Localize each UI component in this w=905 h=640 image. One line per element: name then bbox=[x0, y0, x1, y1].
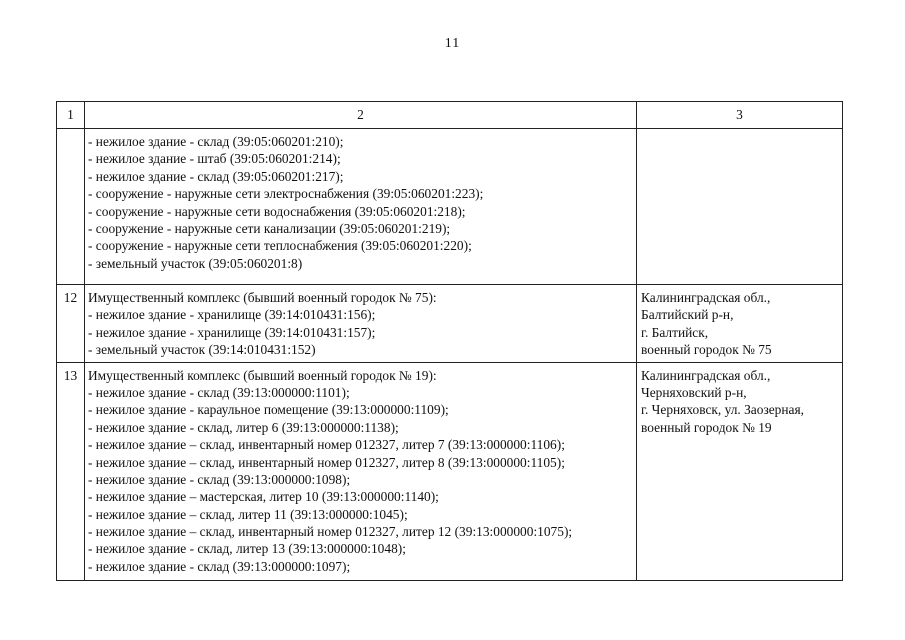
location-line: г. Балтийск, bbox=[641, 324, 709, 340]
description-line: - нежилое здание - хранилище (39:14:010431:157); bbox=[88, 324, 376, 340]
description-line: - сооружение - наружные сети канализации (39:05:060201:219); bbox=[88, 220, 451, 236]
table-row bbox=[57, 285, 843, 363]
description-line: - земельный участок (39:14:010431:152) bbox=[88, 342, 316, 358]
description-line: - нежилое здание – склад, инвентарный номер 012327, литер 12 (39:13:000000:1075); bbox=[88, 524, 573, 540]
description-line: - нежилое здание - караульное помещение (39:13:000000:1109); bbox=[88, 402, 449, 418]
column-header-3: 3 bbox=[637, 102, 843, 129]
table-row bbox=[57, 129, 843, 285]
column-header-2: 2 bbox=[85, 102, 637, 129]
location-line: Калининградская обл., bbox=[641, 367, 771, 383]
description-line: - нежилое здание - склад, литер 6 (39:13:000000:1138); bbox=[88, 419, 399, 435]
location-line: Балтийский р-н, bbox=[641, 307, 734, 323]
description-line: - нежилое здание - штаб (39:05:060201:214); bbox=[88, 151, 341, 167]
row-number-cell bbox=[57, 129, 85, 285]
description-line: - нежилое здание - склад (39:13:000000:1097); bbox=[88, 558, 351, 574]
description-line: Имущественный комплекс (бывший военный городок № 19): bbox=[88, 367, 437, 383]
property-table bbox=[56, 101, 843, 581]
location-line: Калининградская обл., bbox=[641, 290, 771, 305]
location-cell bbox=[637, 362, 843, 580]
page-number: 11 bbox=[444, 36, 461, 51]
description-line: - сооружение - наружные сети теплоснабжения (39:05:060201:220); bbox=[88, 238, 472, 254]
description-line: - земельный участок (39:05:060201:8) bbox=[88, 255, 303, 271]
description-cell bbox=[85, 362, 637, 580]
column-header-1: 1 bbox=[57, 102, 85, 129]
description-line: Имущественный комплекс (бывший военный городок № 75): bbox=[88, 290, 437, 305]
description-line: - нежилое здание - склад (39:13:000000:1101); bbox=[88, 384, 350, 400]
location-cell bbox=[637, 129, 843, 285]
description-line: - нежилое здание – склад, инвентарный номер 012327, литер 7 (39:13:000000:1106); bbox=[88, 437, 565, 453]
row-number-cell: 12 bbox=[57, 285, 85, 363]
location-line: г. Черняховск, ул. Заозерная, bbox=[641, 402, 804, 418]
description-line: - нежилое здание - склад (39:13:000000:1098); bbox=[88, 471, 351, 487]
description-cell bbox=[85, 285, 637, 363]
description-cell bbox=[85, 129, 637, 285]
description-line: - нежилое здание - склад (39:05:060201:217); bbox=[88, 168, 344, 184]
location-line: Черняховский р-н, bbox=[641, 384, 747, 400]
table-body bbox=[57, 102, 843, 581]
description-line: - нежилое здание – склад, инвентарный номер 012327, литер 8 (39:13:000000:1105); bbox=[88, 454, 565, 470]
location-cell bbox=[637, 285, 843, 363]
description-line: - сооружение - наружные сети водоснабжения (39:05:060201:218); bbox=[88, 203, 466, 219]
description-line: - нежилое здание – склад, литер 11 (39:13:000000:1045); bbox=[88, 506, 408, 522]
location-line: военный городок № 75 bbox=[641, 342, 772, 358]
description-line: - нежилое здание - склад (39:05:060201:210); bbox=[88, 134, 344, 149]
description-line: - сооружение - наружные сети электроснабжения (39:05:060201:223); bbox=[88, 186, 484, 202]
location-line: военный городок № 19 bbox=[641, 419, 772, 435]
description-line: - нежилое здание - склад, литер 13 (39:13:000000:1048); bbox=[88, 541, 406, 557]
table-header-row bbox=[57, 102, 843, 129]
row-number-cell: 13 bbox=[57, 362, 85, 580]
description-line: - нежилое здание – мастерская, литер 10 (39:13:000000:1140); bbox=[88, 489, 439, 505]
description-line: - нежилое здание - хранилище (39:14:010431:156); bbox=[88, 307, 376, 323]
table-row bbox=[57, 362, 843, 580]
